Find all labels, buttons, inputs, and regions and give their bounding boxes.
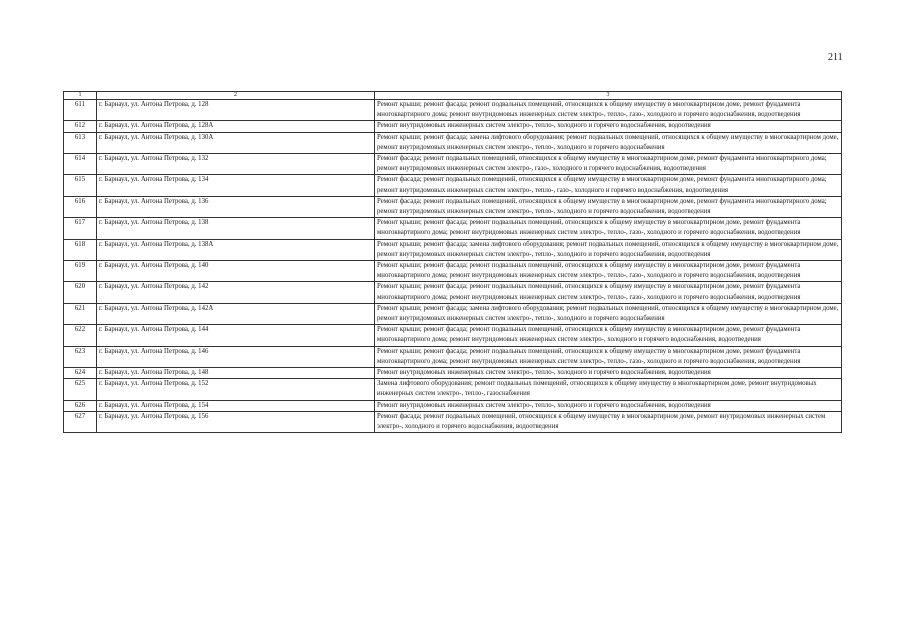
- row-number: 615: [64, 175, 97, 196]
- row-address: г. Барнаул, ул. Антона Петрова, д. 130А: [97, 132, 375, 153]
- row-address: г. Барнаул, ул. Антона Петрова, д. 140: [97, 261, 375, 282]
- row-number: 616: [64, 196, 97, 217]
- table-body: [64, 100, 842, 433]
- row-works: Ремонт крыши; ремонт фасада; ремонт подвальных помещений, относящихся к общему имуществу в многоквартирном доме, ремонт фундамента многоквартирного дома; ремонт внутридомовых инженерных систем электро-, тепло-, газо-, холодного и горячего водоснабжения, водоотведения: [375, 261, 842, 282]
- row-number: 619: [64, 261, 97, 282]
- row-number: 612: [64, 121, 97, 132]
- row-works: Ремонт внутридомовых инженерных систем электро-, тепло-, холодного и горячего водоснабжения, водоотведения: [375, 368, 842, 379]
- row-address: г. Барнаул, ул. Антона Петрова, д. 128А: [97, 121, 375, 132]
- row-works: Ремонт крыши; ремонт фасада; замена лифтового оборудования; ремонт подвальных помещений, относящихся к общему имуществу в многоквартирном доме, ремонт внутридомовых инженерных систем электро-, тепло-, холодного и горячего водоснабжения, водоотведения: [375, 239, 842, 260]
- row-number: 611: [64, 100, 97, 121]
- table-row: [64, 239, 842, 260]
- row-number: 617: [64, 218, 97, 239]
- table-row: [64, 282, 842, 303]
- row-address: г. Барнаул, ул. Антона Петрова, д. 138А: [97, 239, 375, 260]
- row-works: Ремонт крыши; ремонт фасада; ремонт подвальных помещений, относящихся к общему имуществу в многоквартирном доме, ремонт фундамента многоквартирного дома; ремонт внутридомовых инженерных систем электро-, тепло-, газо-, холодного и горячего водоснабжения, водоотведения: [375, 218, 842, 239]
- table-row: [64, 346, 842, 367]
- row-works: Ремонт крыши; ремонт фасада; ремонт подвальных помещений, относящихся к общему имуществу в многоквартирном доме, ремонт фундамента многоквартирного дома; ремонт внутридомовых инженерных систем электро-, тепло-, газо-, холодного и горячего водоснабжения, водоотведения: [375, 282, 842, 303]
- row-number: 622: [64, 325, 97, 346]
- row-number: 624: [64, 368, 97, 379]
- row-works: Ремонт крыши; ремонт фасада; ремонт подвальных помещений, относящихся к общему имуществу в многоквартирном доме, ремонт фундамента многоквартирного дома; ремонт внутридомовых инженерных систем электро-, тепло-, газо-, холодного и горячего водоснабжения, водоотведения: [375, 346, 842, 367]
- row-number: 613: [64, 132, 97, 153]
- row-address: г. Барнаул, ул. Антона Петрова, д. 156: [97, 411, 375, 432]
- row-works: Ремонт крыши; ремонт фасада; замена лифтового оборудования; ремонт подвальных помещений, относящихся к общему имуществу в многоквартирном доме, ремонт внутридомовых инженерных систем электро-, тепло-, холодного и горячего водоснабжения: [375, 132, 842, 153]
- table-row: [64, 325, 842, 346]
- row-works: Ремонт крыши; ремонт фасада; ремонт подвальных помещений, относящихся к общему имуществу в многоквартирном доме, ремонт фундамента многоквартирного дома; ремонт внутридомовых инженерных систем электро-, холодного и горячего водоснабжения, водоотведения: [375, 325, 842, 346]
- row-number: 618: [64, 239, 97, 260]
- row-address: г. Барнаул, ул. Антона Петрова, д. 138: [97, 218, 375, 239]
- row-address: г. Барнаул, ул. Антона Петрова, д. 142: [97, 282, 375, 303]
- table-row: [64, 368, 842, 379]
- row-number: 614: [64, 154, 97, 175]
- column-header-address: 2: [97, 92, 375, 100]
- row-address: г. Барнаул, ул. Антона Петрова, д. 144: [97, 325, 375, 346]
- table-row: [64, 218, 842, 239]
- row-number: 627: [64, 411, 97, 432]
- row-number: 620: [64, 282, 97, 303]
- table-row: [64, 303, 842, 324]
- row-address: г. Барнаул, ул. Антона Петрова, д. 154: [97, 400, 375, 411]
- table-row: [64, 121, 842, 132]
- row-works: Ремонт фасада; ремонт подвальных помещений, относящихся к общему имуществу в многоквартирном доме, ремонт внутридомовых инженерных систем электро-, холодного и горячего водоснабжения, водоотведения: [375, 411, 842, 432]
- table-row: [64, 411, 842, 432]
- row-works: Ремонт крыши; ремонт фасада; замена лифтового оборудования; ремонт подвальных помещений, относящихся к общему имуществу в многоквартирном доме, ремонт внутридомовых инженерных систем электро-, тепло-, холодного и горячего водоснабжения: [375, 303, 842, 324]
- row-address: г. Барнаул, ул. Антона Петрова, д. 152: [97, 379, 375, 400]
- row-address: г. Барнаул, ул. Антона Петрова, д. 134: [97, 175, 375, 196]
- row-number: 626: [64, 400, 97, 411]
- row-works: Замена лифтового оборудования; ремонт подвальных помещений, относящихся к общему имуществу в многоквартирном доме, ремонт внутридомовых инженерных систем электро-, тепло-, газоснабжения: [375, 379, 842, 400]
- row-works: Ремонт внутридомовых инженерных систем электро-, тепло-, холодного и горячего водоснабжения, водоотведения: [375, 400, 842, 411]
- table-row: [64, 175, 842, 196]
- table-row: [64, 400, 842, 411]
- row-address: г. Барнаул, ул. Антона Петрова, д. 136: [97, 196, 375, 217]
- row-works: Ремонт внутридомовых инженерных систем электро-, тепло-, холодного и горячего водоснабжения, водоотведения: [375, 121, 842, 132]
- row-works: Ремонт фасада; ремонт подвальных помещений, относящихся к общему имуществу в многоквартирном доме, ремонт фундамента многоквартирного дома; ремонт внутридомовых инженерных систем электро-, тепло-, газо-, холодного и горячего водоснабжения, водоотведения: [375, 175, 842, 196]
- table-row: [64, 379, 842, 400]
- row-address: г. Барнаул, ул. Антона Петрова, д. 128: [97, 100, 375, 121]
- table-row: [64, 154, 842, 175]
- table-header-row: [64, 92, 842, 100]
- column-header-number: 1: [64, 92, 97, 100]
- row-number: 621: [64, 303, 97, 324]
- table-row: [64, 132, 842, 153]
- row-address: г. Барнаул, ул. Антона Петрова, д. 132: [97, 154, 375, 175]
- row-works: Ремонт фасада; ремонт подвальных помещений, относящихся к общему имуществу в многоквартирном доме, ремонт фундамента многоквартирного дома; ремонт внутридомовых инженерных систем электро-, тепло-, холодного и горячего водоснабжения, водоотведения: [375, 196, 842, 217]
- row-number: 623: [64, 346, 97, 367]
- table-row: [64, 261, 842, 282]
- table-row: [64, 196, 842, 217]
- row-works: Ремонт фасада; ремонт подвальных помещений, относящихся к общему имуществу в многоквартирном доме, ремонт фундамента многоквартирного дома; ремонт внутридомовых инженерных систем электро-, газо-, холодного и горячего водоснабжения, водоотведения: [375, 154, 842, 175]
- row-address: г. Барнаул, ул. Антона Петрова, д. 146: [97, 346, 375, 367]
- row-works: Ремонт крыши; ремонт фасада; ремонт подвальных помещений, относящихся к общему имуществу в многоквартирном доме, ремонт фундамента многоквартирного дома; ремонт внутридомовых инженерных систем электро-, тепло-, газо-, холодного и горячего водоснабжения, водоотведения: [375, 100, 842, 121]
- page-number: 211: [828, 52, 843, 63]
- table-row: [64, 100, 842, 121]
- row-address: г. Барнаул, ул. Антона Петрова, д. 148: [97, 368, 375, 379]
- row-address: г. Барнаул, ул. Антона Петрова, д. 142А: [97, 303, 375, 324]
- row-number: 625: [64, 379, 97, 400]
- column-header-works: 3: [375, 92, 842, 100]
- repair-works-table: [63, 91, 842, 433]
